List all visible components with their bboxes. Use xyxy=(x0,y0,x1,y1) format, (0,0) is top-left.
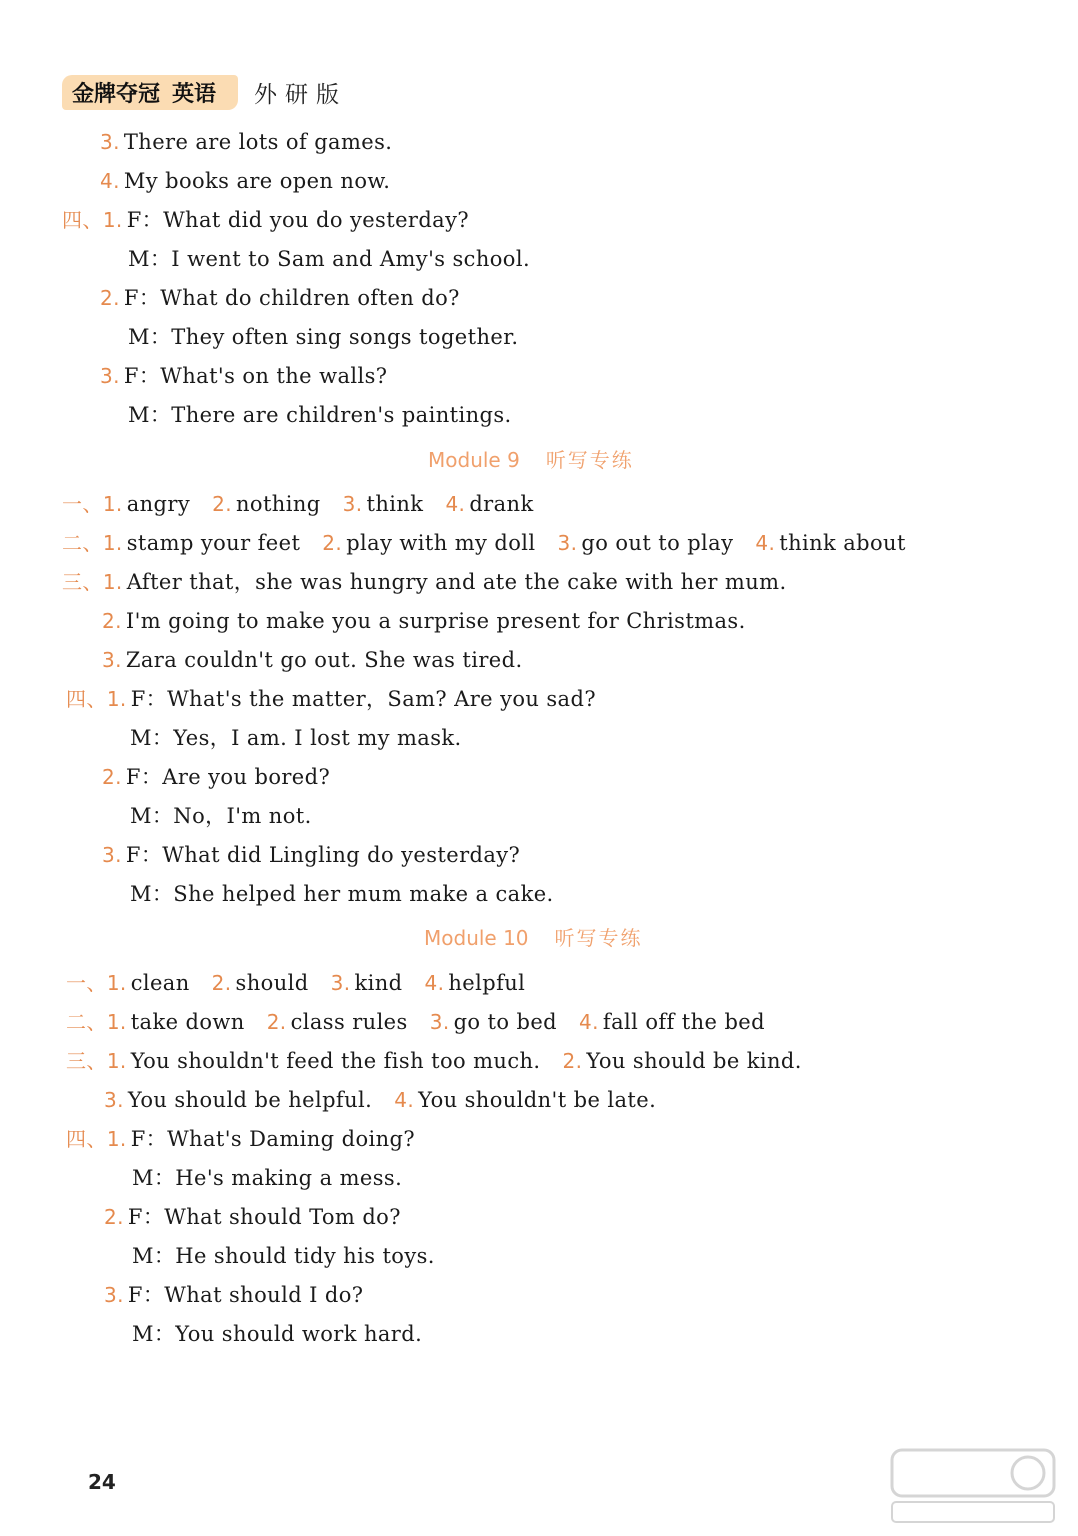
answer-line xyxy=(102,607,746,635)
answer-line xyxy=(130,880,554,908)
page-number: 24 xyxy=(88,1470,116,1494)
answer-line xyxy=(62,490,534,518)
answer-text: F：What's on the walls? xyxy=(123,364,388,388)
answer-text: M：I went to Sam and Amy's school. xyxy=(128,247,531,271)
item-number: 1. xyxy=(106,1010,127,1034)
section-marker: 四、 xyxy=(66,1127,107,1151)
item-number: 2. xyxy=(100,286,120,310)
answer-line xyxy=(130,802,312,830)
answer-line xyxy=(66,685,596,713)
answer-line xyxy=(128,401,512,429)
module-heading xyxy=(424,922,643,951)
answer-line xyxy=(62,568,787,596)
answer-text: kind xyxy=(354,971,403,995)
item-number: 2. xyxy=(211,971,232,995)
item-number: 3. xyxy=(104,1283,124,1307)
answer-line xyxy=(102,763,330,791)
subject-name: 英语 xyxy=(172,81,217,107)
module-title: Module 10 xyxy=(424,926,529,950)
answer-text: stamp your feet xyxy=(126,531,301,555)
edition-label: 外研版 xyxy=(254,81,348,108)
answer-text: You shouldn't feed the fish too much. xyxy=(130,1049,541,1073)
item-number: 2. xyxy=(322,531,343,555)
section-marker: 四、 xyxy=(62,208,103,232)
item-number: 2. xyxy=(562,1049,583,1073)
section-marker: 三、 xyxy=(66,1049,107,1073)
item-number: 1. xyxy=(106,687,127,711)
item-number: 3. xyxy=(104,1088,124,1112)
item-number: 3. xyxy=(429,1010,450,1034)
answer-line xyxy=(66,1047,802,1075)
answer-text: My books are open now. xyxy=(123,169,391,193)
answer-text: go to bed xyxy=(453,1010,558,1034)
answer-text: After that，she was hungry and ate the cake with her mum. xyxy=(126,570,787,594)
answer-line xyxy=(66,969,525,997)
item-number: 4. xyxy=(100,169,120,193)
answer-line xyxy=(62,529,906,557)
watermark-logo xyxy=(888,1446,1058,1526)
answer-line xyxy=(132,1242,435,1270)
answer-text: F：What's the matter，Sam? Are you sad? xyxy=(130,687,596,711)
answer-text: clean xyxy=(130,971,190,995)
item-number: 3. xyxy=(102,843,122,867)
answer-text: M：They often sing songs together. xyxy=(128,325,519,349)
answer-line xyxy=(66,1008,765,1036)
section-marker: 一、 xyxy=(66,971,107,995)
answer-text: class rules xyxy=(290,1010,408,1034)
answer-text: take down xyxy=(130,1010,245,1034)
answer-text: M：She helped her mum make a cake. xyxy=(130,882,554,906)
book-tag xyxy=(62,75,238,110)
answer-line xyxy=(104,1203,401,1231)
answer-line xyxy=(132,1320,422,1348)
answer-text: should xyxy=(235,971,309,995)
answer-text: You should be kind. xyxy=(586,1049,802,1073)
item-number: 3. xyxy=(100,130,120,154)
answer-text: F：What did Lingling do yesterday? xyxy=(125,843,521,867)
answer-text: M：No，I'm not. xyxy=(130,804,312,828)
answer-text: nothing xyxy=(235,492,321,516)
answer-line xyxy=(130,724,462,752)
answer-line xyxy=(100,128,392,156)
module-subtitle: 听写专练 xyxy=(545,448,634,472)
item-number: 3. xyxy=(557,531,578,555)
item-number: 1. xyxy=(102,208,123,232)
answer-line xyxy=(132,1164,402,1192)
item-number: 1. xyxy=(102,570,123,594)
item-number: 4. xyxy=(579,1010,599,1034)
answer-line xyxy=(104,1281,363,1309)
answer-text: go out to play xyxy=(581,531,734,555)
item-number: 1. xyxy=(106,971,127,995)
answer-text: Zara couldn't go out. She was tired. xyxy=(125,648,523,672)
item-number: 1. xyxy=(106,1049,127,1073)
item-number: 1. xyxy=(106,1127,127,1151)
answer-line xyxy=(100,284,460,312)
answer-line xyxy=(128,245,530,273)
answer-text: I'm going to make you a surprise present for Christmas. xyxy=(125,609,746,633)
item-number: 2. xyxy=(266,1010,287,1034)
answer-text: F：What should Tom do? xyxy=(127,1205,401,1229)
answer-text: M：Yes，I am. I lost my mask. xyxy=(130,726,462,750)
page-header xyxy=(62,74,347,110)
section-marker: 一、 xyxy=(62,492,103,516)
answer-text: F：What do children often do? xyxy=(123,286,460,310)
answer-text: F：What's Daming doing? xyxy=(130,1127,416,1151)
answer-text: M：He's making a mess. xyxy=(132,1166,403,1190)
item-number: 4. xyxy=(445,492,466,516)
book-name: 金牌夺冠 xyxy=(72,81,161,107)
item-number: 2. xyxy=(102,609,122,633)
item-number: 3. xyxy=(100,364,120,388)
answer-text: F：What should I do? xyxy=(127,1283,364,1307)
answer-line xyxy=(128,323,518,351)
section-marker: 三、 xyxy=(62,570,103,594)
answer-text: helpful xyxy=(448,971,526,995)
answer-line xyxy=(66,1125,415,1153)
item-number: 3. xyxy=(342,492,363,516)
module-title: Module 9 xyxy=(428,448,520,472)
answer-line xyxy=(104,1086,656,1114)
section-marker: 二、 xyxy=(66,1010,107,1034)
answer-text: M：You should work hard. xyxy=(132,1322,423,1346)
answer-text: You should be helpful. xyxy=(127,1088,373,1112)
answer-text: There are lots of games. xyxy=(123,130,393,154)
answer-line xyxy=(102,841,520,869)
answer-text: think xyxy=(366,492,424,516)
item-number: 3. xyxy=(102,648,122,672)
answer-text: think about xyxy=(779,531,906,555)
module-subtitle: 听写专练 xyxy=(554,926,643,950)
item-number: 4. xyxy=(424,971,445,995)
item-number: 3. xyxy=(330,971,351,995)
answer-text: drank xyxy=(469,492,534,516)
item-number: 2. xyxy=(104,1205,124,1229)
item-number: 4. xyxy=(755,531,776,555)
answer-text: fall off the bed xyxy=(602,1010,765,1034)
section-marker: 二、 xyxy=(62,531,103,555)
item-number: 1. xyxy=(102,492,123,516)
answer-text: M：He should tidy his toys. xyxy=(132,1244,435,1268)
answer-text: angry xyxy=(126,492,191,516)
answer-line xyxy=(100,167,390,195)
answer-text: F：Are you bored? xyxy=(125,765,331,789)
item-number: 1. xyxy=(102,531,123,555)
section-marker: 四、 xyxy=(66,687,107,711)
answer-text: M：There are children's paintings. xyxy=(128,403,512,427)
answer-text: play with my doll xyxy=(346,531,536,555)
answer-line xyxy=(100,362,387,390)
answer-text: You shouldn't be late. xyxy=(418,1088,657,1112)
item-number: 2. xyxy=(212,492,232,516)
answer-text: F：What did you do yesterday? xyxy=(126,208,470,232)
item-number: 4. xyxy=(394,1088,415,1112)
answer-line xyxy=(62,206,469,234)
module-heading xyxy=(428,444,634,473)
item-number: 2. xyxy=(102,765,122,789)
answer-line xyxy=(102,646,523,674)
